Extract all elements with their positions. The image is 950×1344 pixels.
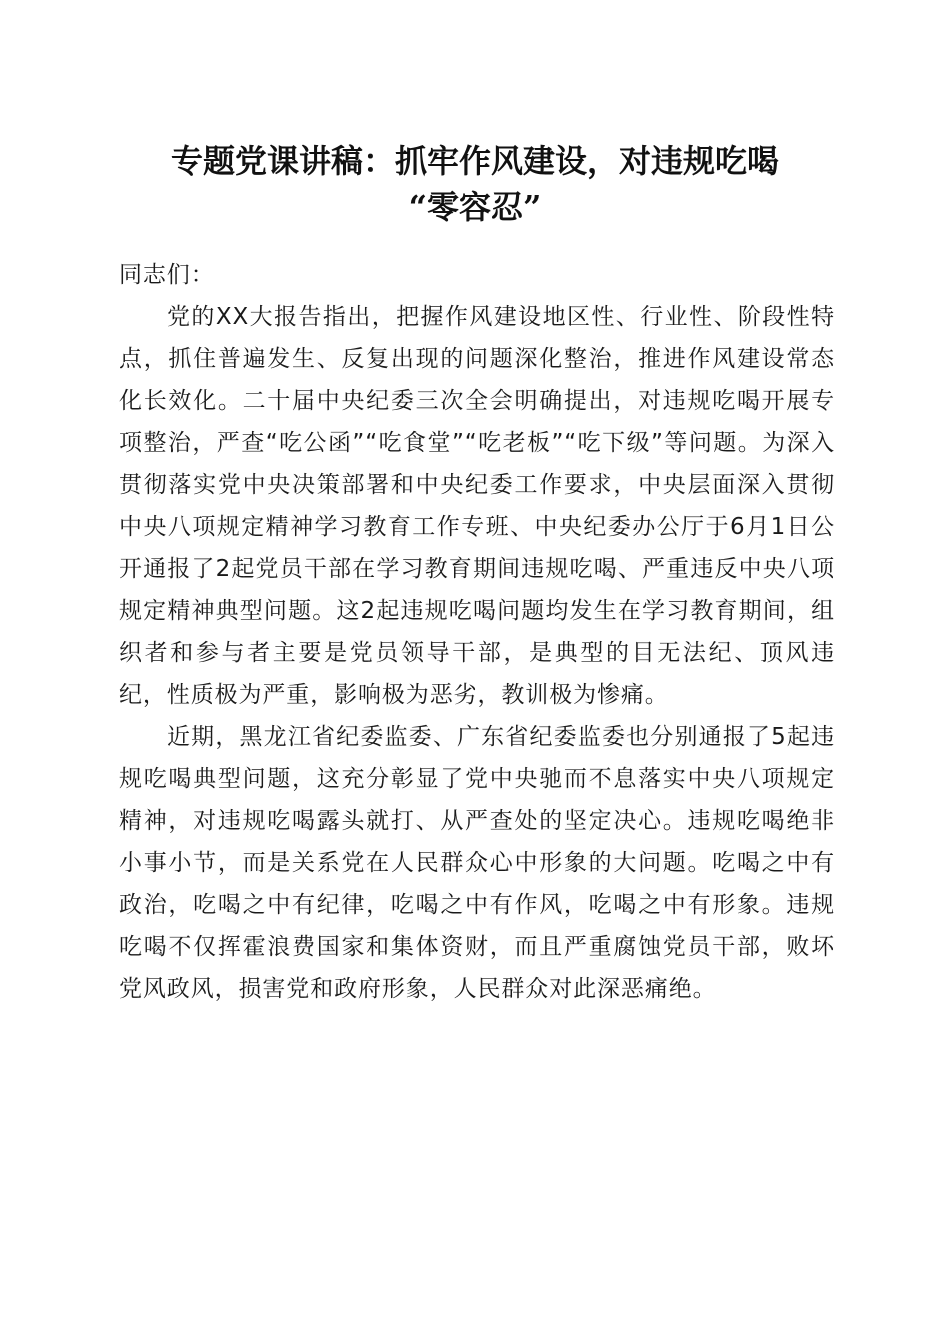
paragraph-2: 近期，黑龙江省纪委监委、广东省纪委监委也分别通报了5起违规吃喝典型问题，这充分彰显了党中央驰而不息落实中央八项规定精神，对违规吃喝露头就打、从严查处的坚定决心。违规吃喝绝非小事小节，而是关系党在人民群众心中形象的大问题。吃喝之中有政治，吃喝之中有纪律，吃喝之中有作风，吃喝之中有形象。违规吃喝不仅挥霍浪费国家和集体资财，而且严重腐蚀党员干部，败坏党风政风，损害党和政府形象，人民群众对此深恶痛绝。 <box>119 724 835 1002</box>
document-title-line-2: “零容忍” <box>408 188 542 226</box>
paragraph-1: 党的XX大报告指出，把握作风建设地区性、行业性、阶段性特点，抓住普遍发生、反复出现的问题深化整治，推进作风建设常态化长效化。二十届中央纪委三次全会明确提出，对违规吃喝开展专项整治，严查“吃公函”“吃食堂”“吃老板”“吃下级”等问题。为深入贯彻落实党中央决策部署和中央纪委工作要求，中央层面深入贯彻中央八项规定精神学习教育工作专班、中央纪委办公厅于6月1日公开通报了2起党员干部在学习教育期间违规吃喝、严重违反中央八项规定精神典型问题。这2起违规吃喝问题均发生在学习教育期间，组织者和参与者主要是党员领导干部，是典型的目无法纪、顶风违纪，性质极为严重，影响极为恶劣，教训极为惨痛。 <box>119 304 835 708</box>
salutation: 同志们： <box>119 262 215 288</box>
document-body <box>119 254 835 1010</box>
document-title-line-1: 专题党课讲稿：抓牢作风建设，对违规吃喝 <box>170 142 779 180</box>
